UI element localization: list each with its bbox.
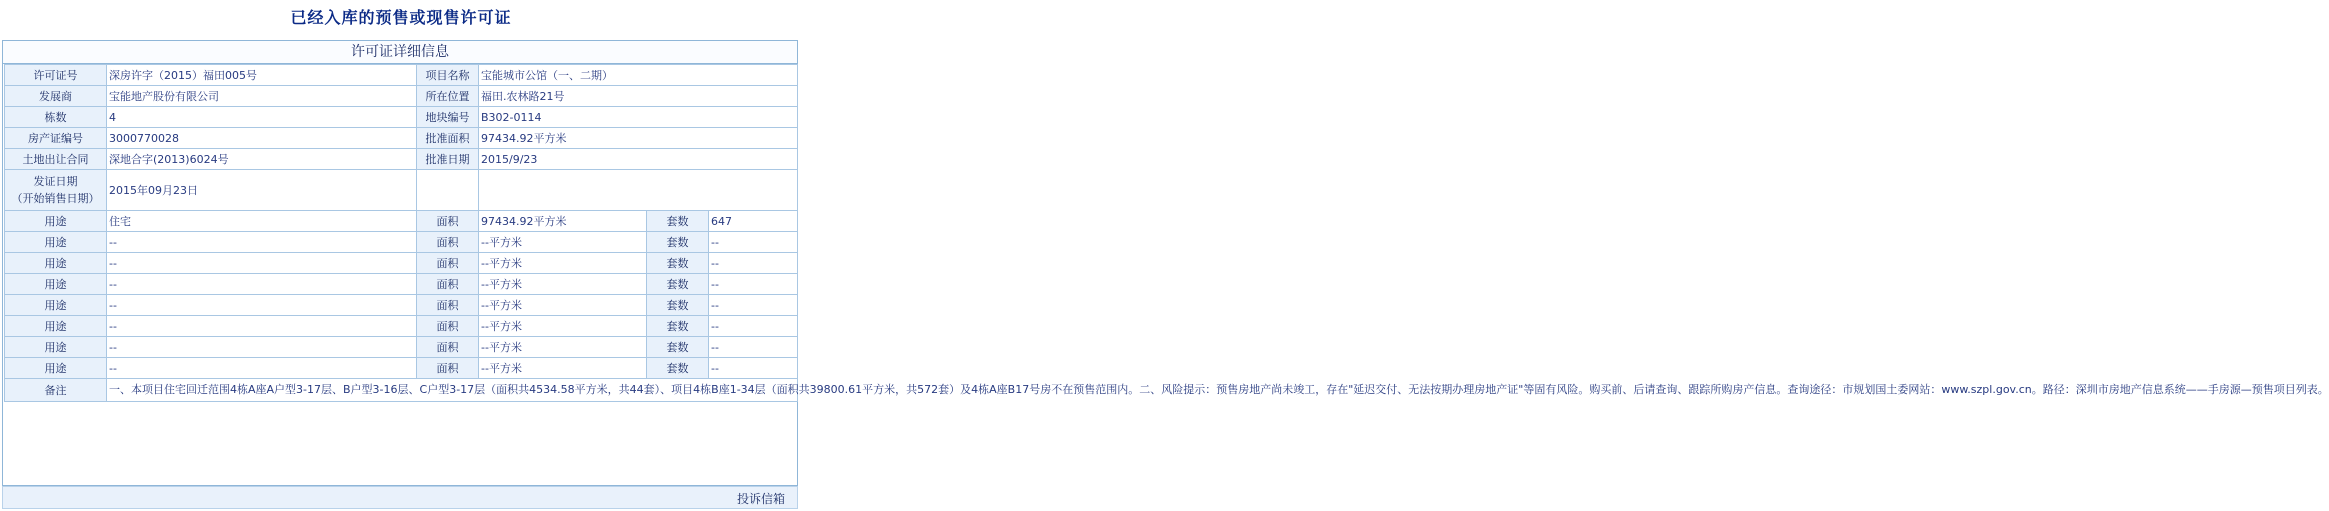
row-land-contract (5, 149, 798, 170)
permit-detail-table (4, 64, 2329, 402)
units-label: 套数 (647, 337, 709, 358)
usage-label: 用途 (5, 253, 107, 274)
project-name-label: 项目名称 (417, 65, 479, 86)
units-label: 套数 (647, 253, 709, 274)
issue-date-label-line2: （开始销售日期） (11, 192, 100, 205)
remarks-label: 备注 (5, 379, 107, 402)
permit-detail-panel (2, 40, 2329, 486)
developer-value: 宝能地产股份有限公司 (107, 86, 417, 107)
area-label: 面积 (417, 316, 479, 337)
units-label: 套数 (647, 232, 709, 253)
area-value: 97434.92平方米 (479, 211, 647, 232)
page-title: 已经入库的预售或现售许可证 (290, 8, 512, 27)
complaint-mailbox-link[interactable]: 投诉信箱 (736, 492, 785, 506)
cert-no-label: 房产证编号 (5, 128, 107, 149)
units-value: -- (709, 358, 798, 379)
section-title: 许可证详细信息 (3, 41, 797, 64)
blank-cell (417, 170, 479, 211)
units-label: 套数 (647, 316, 709, 337)
row-buildings (5, 107, 798, 128)
usage-row (5, 274, 798, 295)
approved-date-label: 批准日期 (417, 149, 479, 170)
area-value: --平方米 (479, 274, 647, 295)
blank-cell (479, 170, 798, 211)
approved-area-label: 批准面积 (417, 128, 479, 149)
issue-date-label (5, 170, 107, 211)
area-label: 面积 (417, 337, 479, 358)
cert-no-value: 3000770028 (107, 128, 417, 149)
usage-row (5, 295, 798, 316)
area-label: 面积 (417, 274, 479, 295)
units-label: 套数 (647, 274, 709, 295)
units-label: 套数 (647, 358, 709, 379)
area-label: 面积 (417, 232, 479, 253)
area-value: --平方米 (479, 295, 647, 316)
area-label: 面积 (417, 253, 479, 274)
area-value: --平方米 (479, 232, 647, 253)
units-value: -- (709, 337, 798, 358)
footer-bar (2, 486, 798, 509)
usage-value: -- (107, 253, 417, 274)
row-developer (5, 86, 798, 107)
land-contract-label: 土地出让合同 (5, 149, 107, 170)
buildings-label: 栋数 (5, 107, 107, 128)
usage-label: 用途 (5, 316, 107, 337)
area-label: 面积 (417, 358, 479, 379)
units-value: -- (709, 274, 798, 295)
plot-no-label: 地块编号 (417, 107, 479, 128)
permit-no-value: 深房许字（2015）福田005号 (107, 65, 417, 86)
remarks-text: 一、本项目住宅回迁范围4栋A座A户型3-17层、B户型3-16层、C户型3-17层（面积共4534.58平方米，共44套）、项目4栋B座1-34层（面积共39800.61平方米，共572套）及4栋A座B17号房不在预售范围内。二、风险提示：预售房地产尚未竣工，存在"延迟交付、无法按期办理房地产证"等固有风险。购买前、后请查询、跟踪所购房产信息。查询途径：市规划国土委网站：www.szpl.gov.cn。路径：深圳市房地产信息系统——手房源—预售项目列表。 (107, 379, 798, 402)
plot-no-value: B302-0114 (479, 107, 798, 128)
usage-value: -- (107, 232, 417, 253)
location-label: 所在位置 (417, 86, 479, 107)
area-value: --平方米 (479, 337, 647, 358)
row-permit-no (5, 65, 798, 86)
usage-value: -- (107, 274, 417, 295)
location-value: 福田.农林路21号 (479, 86, 798, 107)
row-remarks (5, 379, 798, 402)
units-label: 套数 (647, 211, 709, 232)
land-contract-value: 深地合字(2013)6024号 (107, 149, 417, 170)
usage-value: -- (107, 295, 417, 316)
usage-value: 住宅 (107, 211, 417, 232)
usage-label: 用途 (5, 337, 107, 358)
units-label: 套数 (647, 295, 709, 316)
issue-date-label-line1: 发证日期 (33, 175, 78, 188)
usage-label: 用途 (5, 358, 107, 379)
usage-value: -- (107, 337, 417, 358)
area-value: --平方米 (479, 253, 647, 274)
approved-date-value: 2015/9/23 (479, 149, 798, 170)
developer-label: 发展商 (5, 86, 107, 107)
usage-row (5, 211, 798, 232)
buildings-value: 4 (107, 107, 417, 128)
usage-row (5, 316, 798, 337)
area-label: 面积 (417, 211, 479, 232)
units-value: -- (709, 232, 798, 253)
usage-row (5, 337, 798, 358)
usage-label: 用途 (5, 274, 107, 295)
usage-label: 用途 (5, 232, 107, 253)
area-value: --平方米 (479, 316, 647, 337)
usage-row (5, 253, 798, 274)
usage-row (5, 358, 798, 379)
units-value: -- (709, 253, 798, 274)
units-value: 647 (709, 211, 798, 232)
project-name-value: 宝能城市公馆（一、二期） (479, 65, 798, 86)
row-issue-date (5, 170, 798, 211)
usage-label: 用途 (5, 295, 107, 316)
units-value: -- (709, 295, 798, 316)
usage-value: -- (107, 358, 417, 379)
row-cert-no (5, 128, 798, 149)
usage-row (5, 232, 798, 253)
area-label: 面积 (417, 295, 479, 316)
approved-area-value: 97434.92平方米 (479, 128, 798, 149)
area-value: --平方米 (479, 358, 647, 379)
usage-label: 用途 (5, 211, 107, 232)
units-value: -- (709, 316, 798, 337)
issue-date-value: 2015年09月23日 (107, 170, 417, 211)
usage-value: -- (107, 316, 417, 337)
permit-no-label: 许可证号 (5, 65, 107, 86)
